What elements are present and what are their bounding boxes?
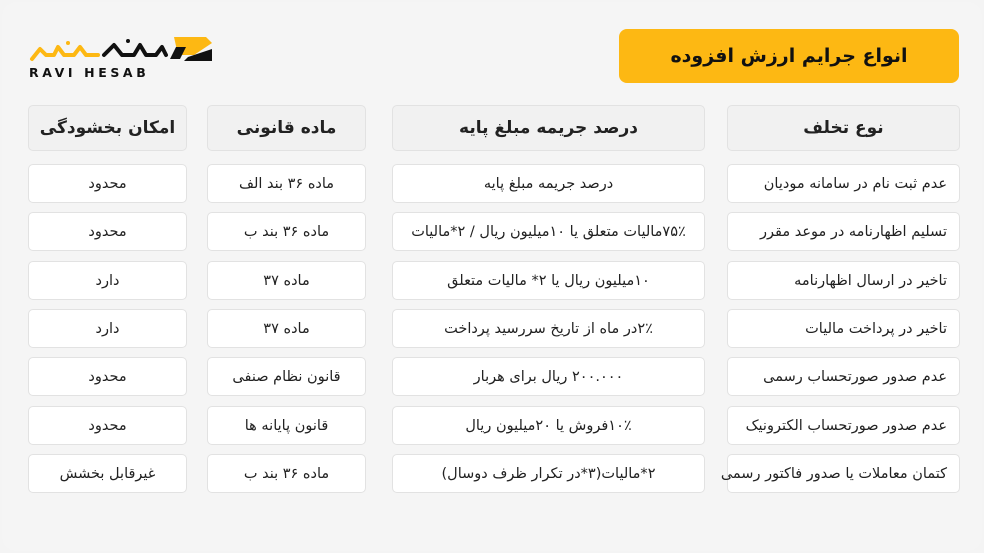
column-header-forgiveness: امکان بخشودگی bbox=[28, 105, 187, 151]
table-cell-violation-type: تاخیر در پرداخت مالیات bbox=[727, 309, 960, 348]
table-cell-legal-article: ماده ۳۷ bbox=[207, 261, 366, 300]
table-cell-forgiveness: محدود bbox=[28, 212, 187, 251]
column-header-penalty-percent: درصد جریمه مبلغ پایه bbox=[392, 105, 705, 151]
table-cell-legal-article: ماده ۳۶ بند الف bbox=[207, 164, 366, 203]
table-cell-forgiveness: دارد bbox=[28, 309, 187, 348]
page-title: انواع جرایم ارزش افزوده bbox=[619, 29, 959, 83]
table-cell-legal-article: ماده ۳۶ بند ب bbox=[207, 454, 366, 493]
table-cell-penalty-percent: ۲٪در ماه از تاریخ سررسید پرداخت bbox=[392, 309, 705, 348]
table-cell-penalty-percent: ۷۵٪مالیات متعلق یا ۱۰میلیون ریال / ۲*مالیات bbox=[392, 212, 705, 251]
table-cell-penalty-percent: درصد جریمه مبلغ پایه bbox=[392, 164, 705, 203]
table-cell-forgiveness: محدود bbox=[28, 406, 187, 445]
table-cell-forgiveness: دارد bbox=[28, 261, 187, 300]
logo-text: RAVI HESAB bbox=[29, 65, 150, 80]
table-cell-violation-type: عدم ثبت نام در سامانه مودیان bbox=[727, 164, 960, 203]
column-header-violation-type: نوع تخلف bbox=[727, 105, 960, 151]
table-cell-violation-type: کتمان معاملات یا صدور فاکتور رسمی bbox=[727, 454, 960, 493]
table-cell-penalty-percent: ۲۰۰.۰۰۰ ریال برای هربار bbox=[392, 357, 705, 396]
table-cell-legal-article: ماده ۳۷ bbox=[207, 309, 366, 348]
ravi-hesab-logo bbox=[28, 33, 214, 83]
table-cell-violation-type: تسلیم اظهارنامه در موعد مقرر bbox=[727, 212, 960, 251]
table-cell-legal-article: قانون نظام صنفی bbox=[207, 357, 366, 396]
table-cell-penalty-percent: ۱۰٪فروش یا ۲۰میلیون ریال bbox=[392, 406, 705, 445]
table-cell-violation-type: تاخیر در ارسال اظهارنامه bbox=[727, 261, 960, 300]
table-cell-penalty-percent: ۲*مالیات(۳*در تکرار ظرف دوسال) bbox=[392, 454, 705, 493]
table-cell-forgiveness: محدود bbox=[28, 164, 187, 203]
table-cell-legal-article: ماده ۳۶ بند ب bbox=[207, 212, 366, 251]
table-cell-forgiveness: غیرقابل بخشش bbox=[28, 454, 187, 493]
table-cell-legal-article: قانون پایانه ها bbox=[207, 406, 366, 445]
logo-mark-icon bbox=[28, 33, 214, 65]
column-header-legal-article: ماده قانونی bbox=[207, 105, 366, 151]
table-cell-forgiveness: محدود bbox=[28, 357, 187, 396]
table-cell-penalty-percent: ۱۰میلیون ریال یا ۲* مالیات متعلق bbox=[392, 261, 705, 300]
table-cell-violation-type: عدم صدور صورتحساب رسمی bbox=[727, 357, 960, 396]
table-cell-violation-type: عدم صدور صورتحساب الکترونیک bbox=[727, 406, 960, 445]
